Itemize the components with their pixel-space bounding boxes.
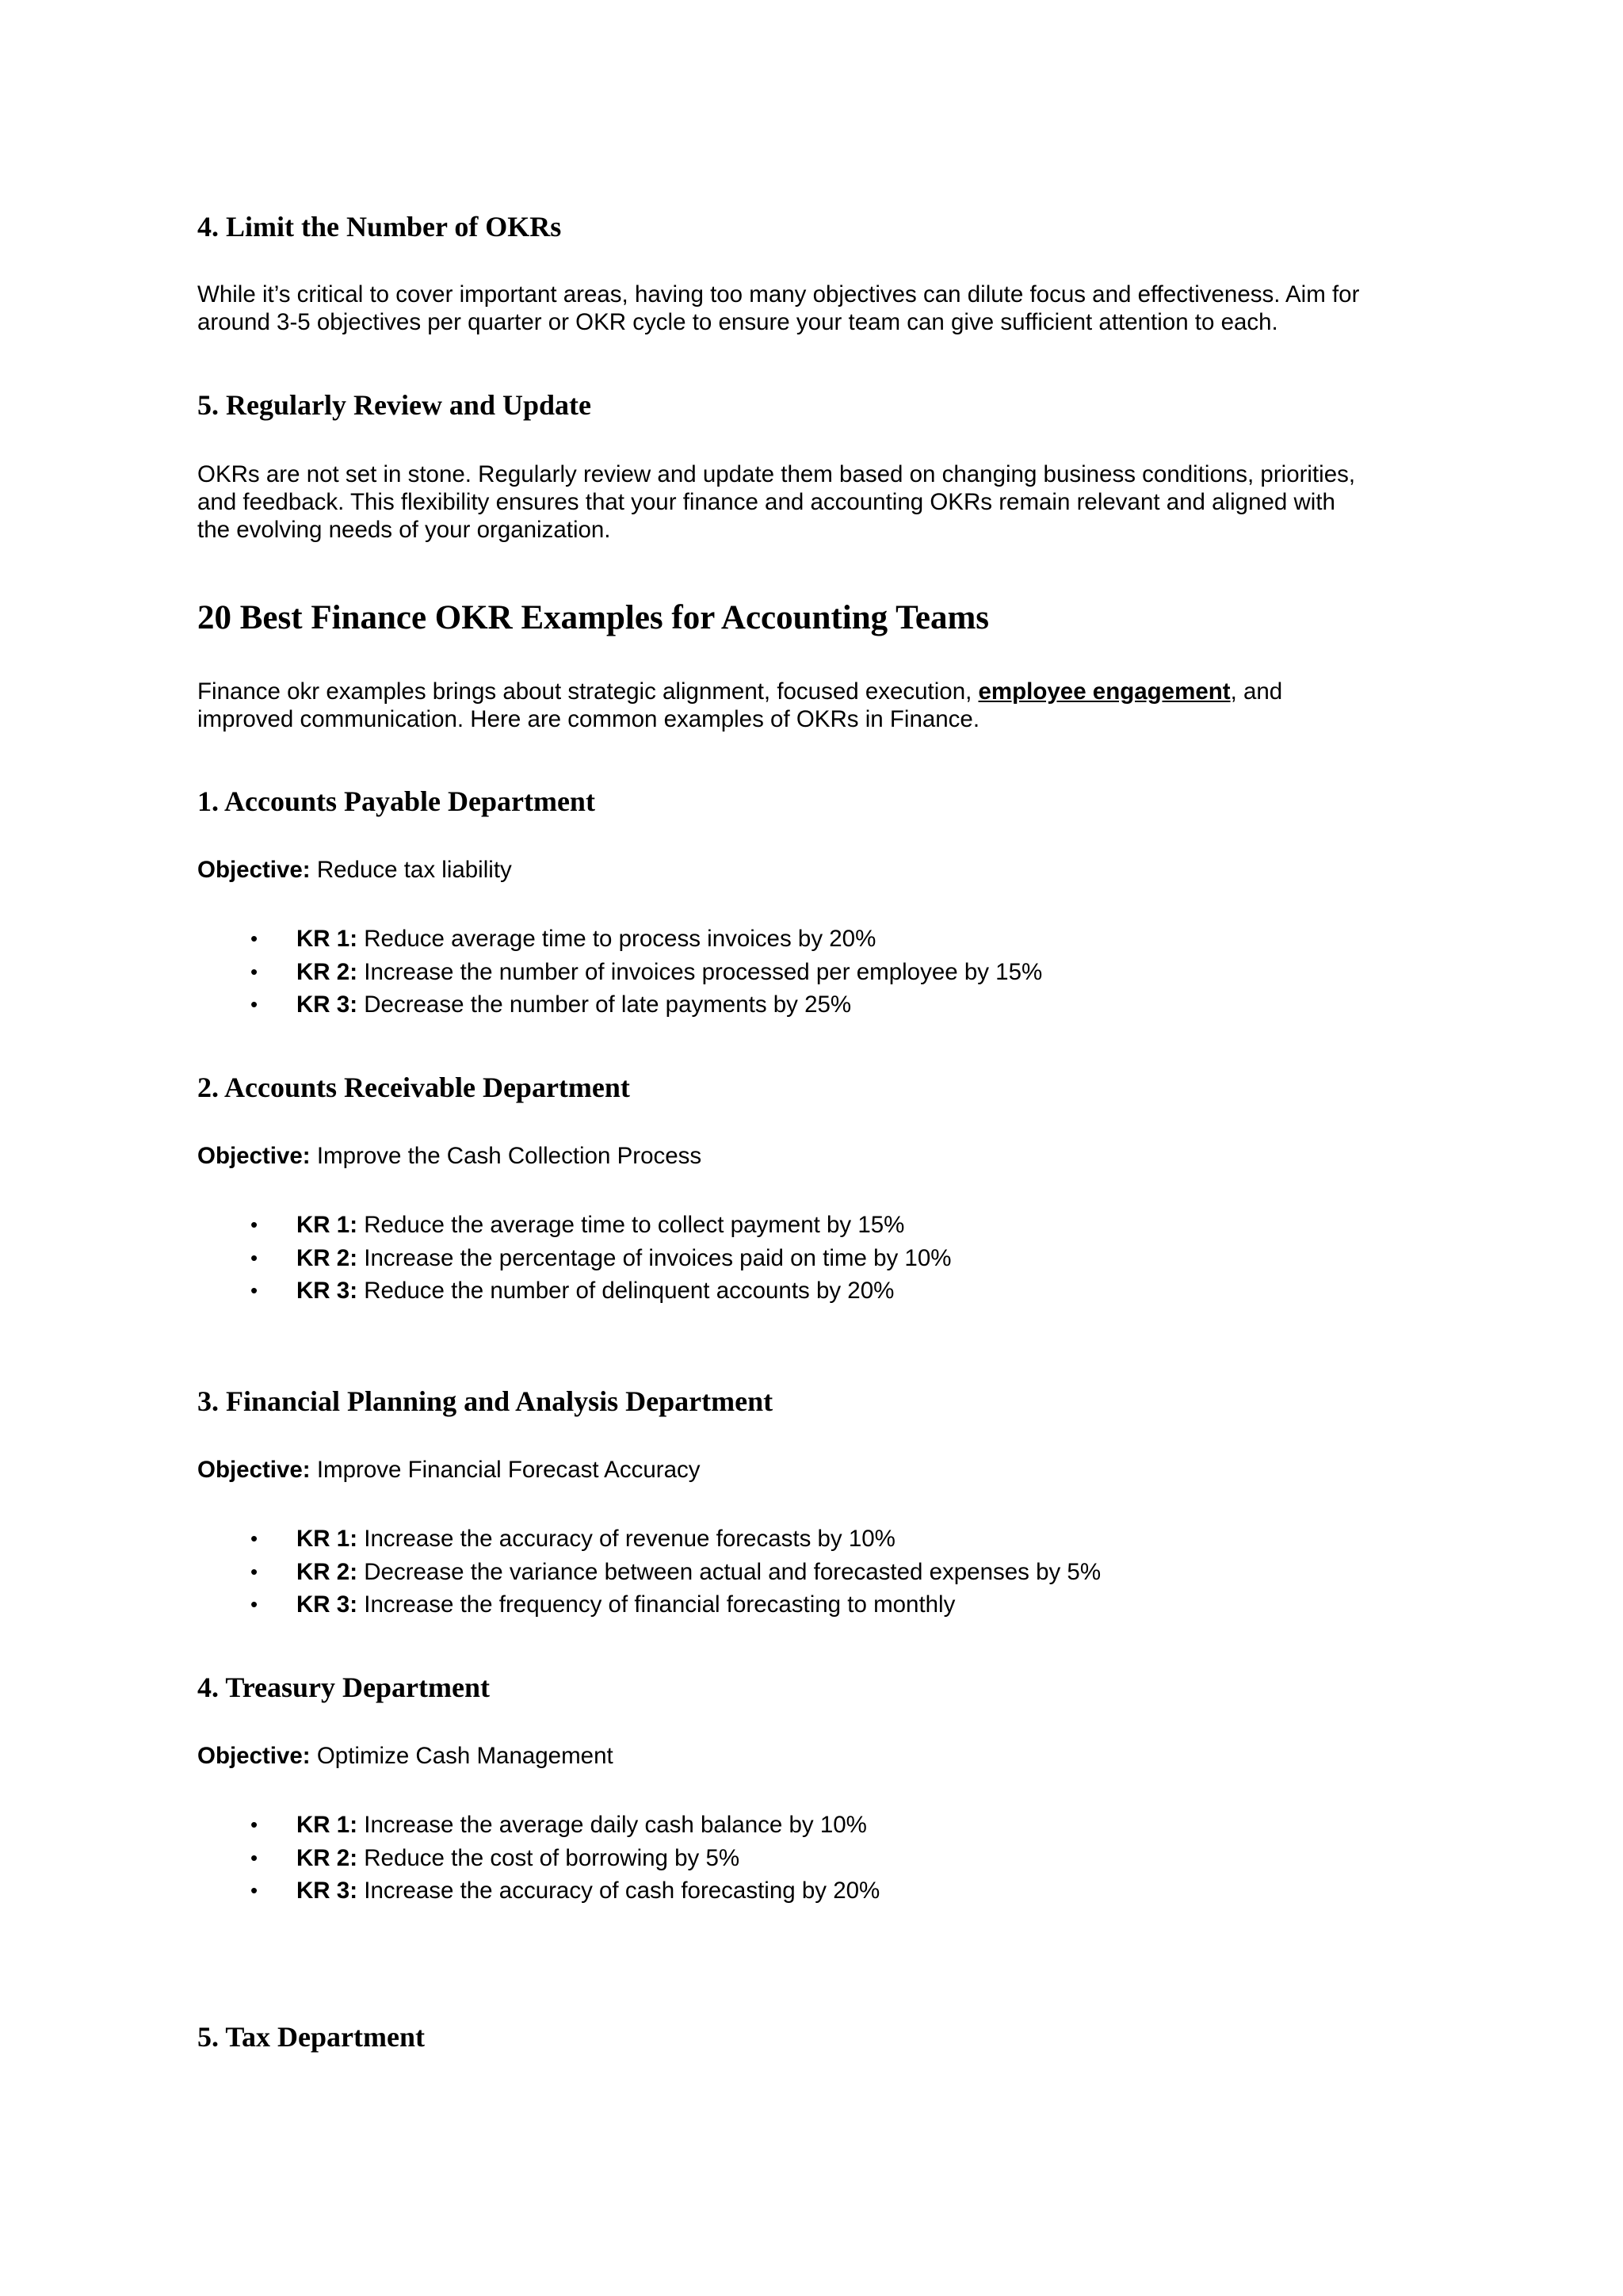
kr-text: Decrease the variance between actual and forecasted expenses by 5%	[357, 1558, 1102, 1585]
department-heading-accounts-receivable: 2. Accounts Receivable Department	[197, 1072, 630, 1103]
kr-label: KR 2:	[296, 1558, 358, 1585]
kr-text: Increase the frequency of financial forecasting to monthly	[357, 1591, 956, 1618]
department-heading-treasury: 4. Treasury Department	[197, 1671, 490, 1703]
kr-label: KR 2:	[296, 958, 358, 985]
bullet-icon: •	[250, 1878, 258, 1902]
key-result-item	[197, 1522, 1101, 1556]
key-result-item	[197, 1209, 951, 1242]
bullet-icon: •	[250, 1813, 258, 1836]
kr-text: Increase the average daily cash balance by 10%	[357, 1812, 867, 1838]
kr-text: Reduce the number of delinquent accounts by 20%	[357, 1278, 895, 1304]
paragraph-line: and feedback. This flexibility ensures that your finance and accounting OKRs remain relevant and aligned with	[197, 489, 1335, 515]
paragraph-line: While it’s critical to cover important areas, having too many objectives can dilute focus and effectiveness. Aim for	[197, 281, 1360, 308]
key-result-item	[197, 923, 1042, 956]
kr-label: KR 1:	[296, 1212, 358, 1238]
key-result-item	[197, 1556, 1101, 1589]
bullet-icon: •	[250, 1559, 258, 1584]
department-heading-accounts-payable: 1. Accounts Payable Department	[197, 785, 595, 817]
paragraph-line: improved communication. Here are common examples of OKRs in Finance.	[197, 706, 980, 732]
kr-label: KR 3:	[296, 1591, 358, 1618]
key-results-list	[197, 1209, 951, 1308]
objective	[197, 856, 512, 884]
key-result-item	[197, 988, 1042, 1022]
objective-label: Objective:	[197, 857, 311, 883]
kr-text: Decrease the number of late payments by 25%	[357, 991, 852, 1018]
bullet-icon: •	[250, 959, 258, 984]
paragraph-review-update	[197, 460, 1442, 544]
key-result-item	[197, 956, 1042, 989]
objective-label: Objective:	[197, 1743, 311, 1769]
intro-text: , and	[1230, 678, 1283, 705]
objective	[197, 1742, 613, 1770]
objective-text: Improve the Cash Collection Process	[310, 1143, 702, 1169]
kr-label: KR 3:	[296, 1878, 358, 1904]
kr-label: KR 1:	[296, 1812, 358, 1838]
key-result-item	[197, 1874, 880, 1908]
bullet-icon: •	[250, 1278, 258, 1302]
employee-engagement-link[interactable]: employee engagement	[978, 678, 1231, 705]
objective-text: Reduce tax liability	[310, 857, 512, 883]
key-results-list	[197, 1522, 1101, 1622]
paragraph-limit-okrs	[197, 281, 1442, 336]
objective	[197, 1456, 701, 1484]
kr-text: Increase the percentage of invoices paid on time by 10%	[357, 1244, 952, 1271]
kr-label: KR 1:	[296, 926, 358, 952]
bullet-icon: •	[250, 926, 258, 950]
kr-text: Reduce the average time to collect payment by 15%	[357, 1212, 905, 1238]
paragraph-line: OKRs are not set in stone. Regularly review and update them based on changing business conditions, priorities,	[197, 461, 1356, 487]
main-heading: 20 Best Finance OKR Examples for Accounting Teams	[197, 599, 989, 636]
kr-label: KR 3:	[296, 991, 358, 1018]
kr-text: Increase the accuracy of cash forecasting by 20%	[357, 1878, 880, 1904]
bullet-icon: •	[250, 992, 258, 1016]
bullet-icon: •	[250, 1526, 258, 1550]
key-result-item	[197, 1842, 880, 1875]
paragraph-line	[197, 678, 1442, 705]
kr-label: KR 2:	[296, 1244, 358, 1271]
key-results-list	[197, 1809, 880, 1908]
intro-paragraph	[197, 678, 1442, 733]
kr-text: Increase the number of invoices processed per employee by 15%	[357, 958, 1043, 985]
key-result-item	[197, 1274, 951, 1308]
key-result-item	[197, 1809, 880, 1842]
bullet-icon: •	[250, 1845, 258, 1870]
objective	[197, 1142, 701, 1170]
kr-text: Increase the accuracy of revenue forecasts by 10%	[357, 1526, 896, 1552]
objective-text: Optimize Cash Management	[310, 1743, 613, 1769]
bullet-icon: •	[250, 1213, 258, 1236]
bullet-icon: •	[250, 1245, 258, 1270]
key-result-item	[197, 1242, 951, 1275]
key-results-list	[197, 923, 1042, 1022]
kr-text: Reduce the cost of borrowing by 5%	[357, 1844, 740, 1871]
kr-label: KR 3:	[296, 1278, 358, 1304]
department-heading-fpa: 3. Financial Planning and Analysis Department	[197, 1385, 773, 1417]
department-heading-tax: 5. Tax Department	[197, 2021, 425, 2053]
key-result-item	[197, 1588, 1101, 1622]
paragraph-line: around 3-5 objectives per quarter or OKR cycle to ensure your team can give sufficient attention to each.	[197, 309, 1278, 335]
intro-text: Finance okr examples brings about strategic alignment, focused execution,	[197, 678, 979, 705]
bullet-icon: •	[250, 1592, 258, 1616]
objective-text: Improve Financial Forecast Accuracy	[310, 1457, 701, 1483]
objective-label: Objective:	[197, 1457, 311, 1483]
paragraph-line: the evolving needs of your organization.	[197, 517, 611, 543]
section-heading-review-update: 5. Regularly Review and Update	[197, 389, 591, 421]
kr-label: KR 1:	[296, 1526, 358, 1552]
kr-label: KR 2:	[296, 1844, 358, 1871]
section-heading-limit-okrs: 4. Limit the Number of OKRs	[197, 211, 562, 243]
objective-label: Objective:	[197, 1143, 311, 1169]
kr-text: Reduce average time to process invoices by 20%	[357, 926, 876, 952]
